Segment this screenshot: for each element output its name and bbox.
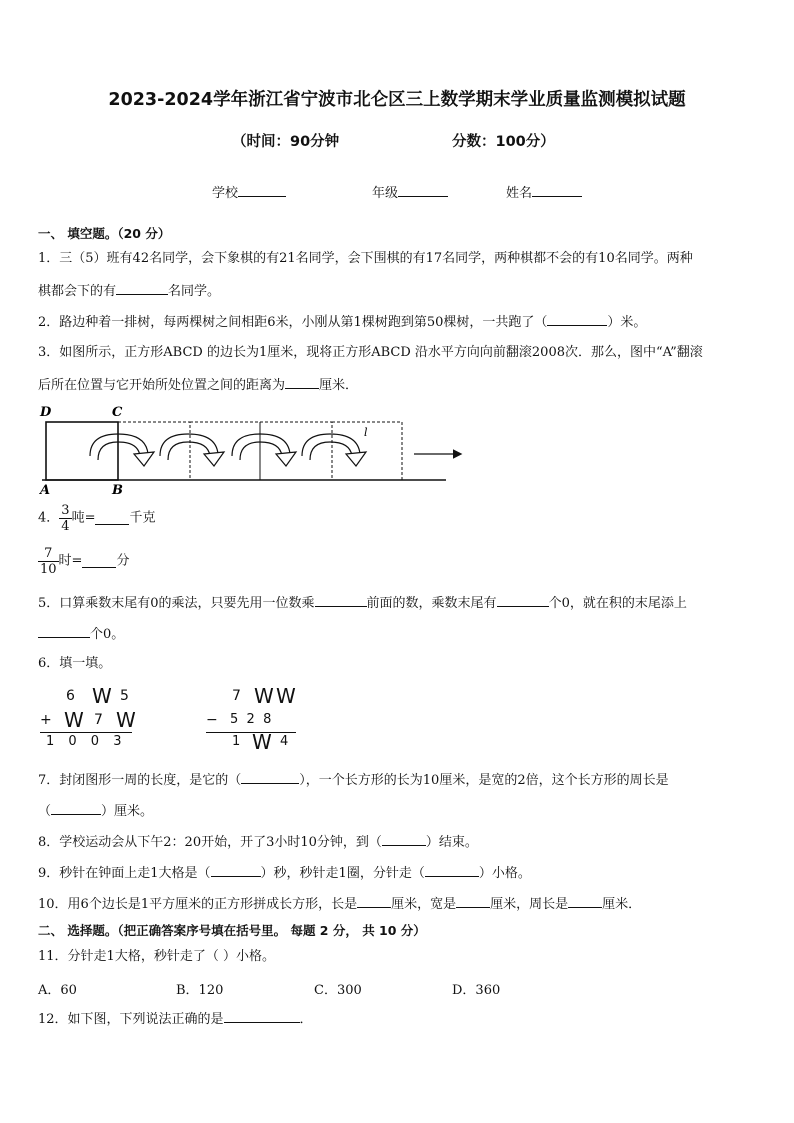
roll-arrow-1 [90, 434, 154, 466]
label-b: B [112, 483, 123, 496]
add-digit-5: 5 [120, 688, 129, 704]
q4-text-2: 时= [58, 553, 83, 569]
q7-text-d: ）厘米。 [101, 804, 154, 819]
q10-text-d: 厘米． [602, 897, 642, 912]
exam-time: （时间：90分钟 [232, 134, 340, 150]
q8-text-b: ）结束。 [425, 835, 478, 850]
q7-text-c: （ [38, 804, 52, 819]
q11-option-c[interactable]: C．300 [314, 983, 362, 998]
q7-line1 [38, 771, 669, 789]
q8-line [38, 833, 478, 851]
square-abcd [46, 422, 118, 480]
q5-blank-3 [38, 625, 90, 638]
add-digit-6: 6 [66, 688, 75, 704]
grade-field [372, 182, 448, 201]
q4-prefix: 4． [38, 510, 60, 526]
q12-text-a: 12．如下图，下列说法正确的是 [38, 1012, 224, 1027]
q3-blank [285, 376, 319, 389]
label-d: D [40, 405, 52, 420]
label-c: C [112, 405, 123, 420]
q10-blank-3 [568, 895, 602, 908]
q4-line2 [38, 546, 129, 577]
q1-blank [116, 282, 168, 295]
q9-line [38, 864, 531, 882]
q9-blank-1 [211, 864, 261, 877]
add-w-2: W [64, 708, 82, 732]
add-plus: + [40, 712, 52, 728]
name-blank [532, 184, 582, 197]
q2-line [38, 313, 646, 331]
q5-line1 [38, 594, 687, 612]
q3-line1: 3．如图所示，正方形ABCD 的边长为1厘米，现将正方形ABCD 沿水平方向向前翻滚2008次．那么，图中“A”翻滚 [38, 345, 703, 360]
q9-text-a: 9．秒针在钟面上走1大格是（ [38, 866, 211, 881]
q10-blank-1 [357, 895, 391, 908]
q11-stem: 11．分针走1大格，秒针走了（ ）小格。 [38, 949, 275, 964]
q4-line1 [38, 503, 155, 534]
small-mark: l [364, 426, 368, 439]
sub-result-4: 4 [280, 734, 289, 749]
q6-label: 6．填一填。 [38, 656, 112, 671]
q5-blank-1 [315, 594, 367, 607]
dashed-square-2 [190, 422, 260, 480]
q11-option-b[interactable]: B．120 [176, 983, 224, 998]
exam-score: 分数：100分） [452, 134, 555, 150]
q5-text-c: 个0，就在积的末尾添上 [548, 596, 687, 611]
add-rule [40, 732, 132, 733]
label-a: A [40, 483, 51, 496]
q7-blank-2 [51, 802, 101, 815]
q2-text-a: 2．路边种着一排树，每两棵树之间相距6米，小刚从第1棵树跑到第50棵树，一共跑了（ [38, 315, 548, 330]
q10-blank-2 [456, 895, 490, 908]
q1-text-b: 名同学。 [168, 284, 221, 299]
q1-line2 [38, 282, 220, 300]
q2-text-b: ）米。 [607, 315, 647, 330]
section-fill-in-heading: 一、 填空题。（20 分） [38, 226, 171, 241]
exam-title: 2023-2024学年浙江省宁波市北仑区三上数学期末学业质量监测模拟试题 [108, 90, 686, 110]
school-blank [238, 184, 286, 197]
q12-line [38, 1010, 313, 1028]
q1-line1: 1．三（5）班有42名同学，会下象棋的有21名同学，会下围棋的有17名同学，两种棋都不会的有10名同学。两种 [38, 251, 693, 266]
q3-text-a: 后所在位置与它开始所处位置之间的距离为 [38, 378, 286, 393]
q4-fraction-1: $\frac{3}{4}$ [61, 503, 70, 534]
q3-line2 [38, 376, 358, 394]
sub-rule [206, 732, 296, 733]
grade-blank [398, 184, 448, 197]
roll-arrow-3 [232, 434, 296, 466]
q9-text-c: ）小格。 [478, 866, 531, 881]
add-digit-7: 7 [94, 712, 103, 728]
sub-digit-7: 7 [232, 688, 241, 704]
q5-line2 [38, 625, 124, 643]
q4-blank-2 [82, 555, 116, 568]
q3-text-b: 厘米． [319, 378, 359, 393]
school-label: 学校 [212, 186, 239, 201]
q8-text-a: 8．学校运动会从下午2：20开始，开了3小时10分钟，到（ [38, 835, 382, 850]
add-result: 1 0 0 3 [46, 734, 127, 749]
q7-text-a: 7．封闭图形一周的长度，是它的（ [38, 773, 242, 788]
q10-text-c: 厘米，周长是 [490, 897, 569, 912]
sub-result-1: 1 [232, 734, 241, 749]
grade-label: 年级 [372, 186, 399, 201]
roll-arrow-2 [160, 434, 224, 466]
q12-blank [224, 1010, 300, 1023]
q7-blank-1 [241, 771, 299, 784]
name-field [506, 182, 582, 201]
add-w-1: W [92, 684, 110, 708]
sub-minus: − [206, 712, 218, 728]
q6-subtraction [206, 684, 306, 754]
q11-option-d[interactable]: D．360 [452, 983, 501, 998]
q10-text-a: 10．用6个边长是1平方厘米的正方形拼成长方形，长是 [38, 897, 358, 912]
roll-arrow-4 [302, 434, 366, 466]
q4-fraction-2: $\frac{7}{10}$ [40, 546, 57, 577]
q5-text-d: 个0。 [90, 627, 125, 642]
q12-text-b: ． [299, 1012, 313, 1027]
q1-text-a: 棋都会下的有 [38, 284, 117, 299]
sub-w-3: W [252, 730, 270, 754]
q4-text-1: 吨= [71, 510, 96, 526]
q5-text-a: 5．口算乘数末尾有0的乘法，只要先用一位数乘 [38, 596, 315, 611]
q8-blank [382, 833, 426, 846]
add-w-3: W [116, 708, 134, 732]
q6-addition [40, 684, 140, 750]
q2-blank [547, 313, 607, 326]
dashed-square-3 [260, 422, 332, 480]
sub-w-2: W [276, 684, 294, 708]
q9-blank-2 [425, 864, 479, 877]
q9-text-b: ）秒，秒针走1圈，分针走（ [260, 866, 425, 881]
q10-text-b: 厘米，宽是 [391, 897, 457, 912]
section-choice-heading: 二、 选择题。（把正确答案序号填在括号里。 每题 2 分， 共 10 分） [38, 923, 426, 938]
q5-blank-2 [497, 594, 549, 607]
dashed-square-1 [118, 422, 190, 480]
q5-text-b: 前面的数，乘数末尾有 [366, 596, 497, 611]
q10-line [38, 895, 641, 913]
q4-unit-1: 千克 [129, 510, 156, 526]
q4-unit-2: 分 [116, 553, 130, 569]
name-label: 姓名 [506, 186, 533, 201]
q3-rolling-square-figure [36, 404, 466, 496]
q11-option-a[interactable]: A．60 [38, 983, 77, 998]
q4-blank-1 [95, 512, 129, 525]
school-field [212, 182, 286, 201]
sub-row-2: 5 2 8 [230, 712, 272, 727]
q7-line2 [38, 802, 153, 820]
q7-text-b: ），一个长方形的长为10厘米，是宽的2倍，这个长方形的周长是 [299, 773, 669, 788]
sub-w-1: W [254, 684, 272, 708]
